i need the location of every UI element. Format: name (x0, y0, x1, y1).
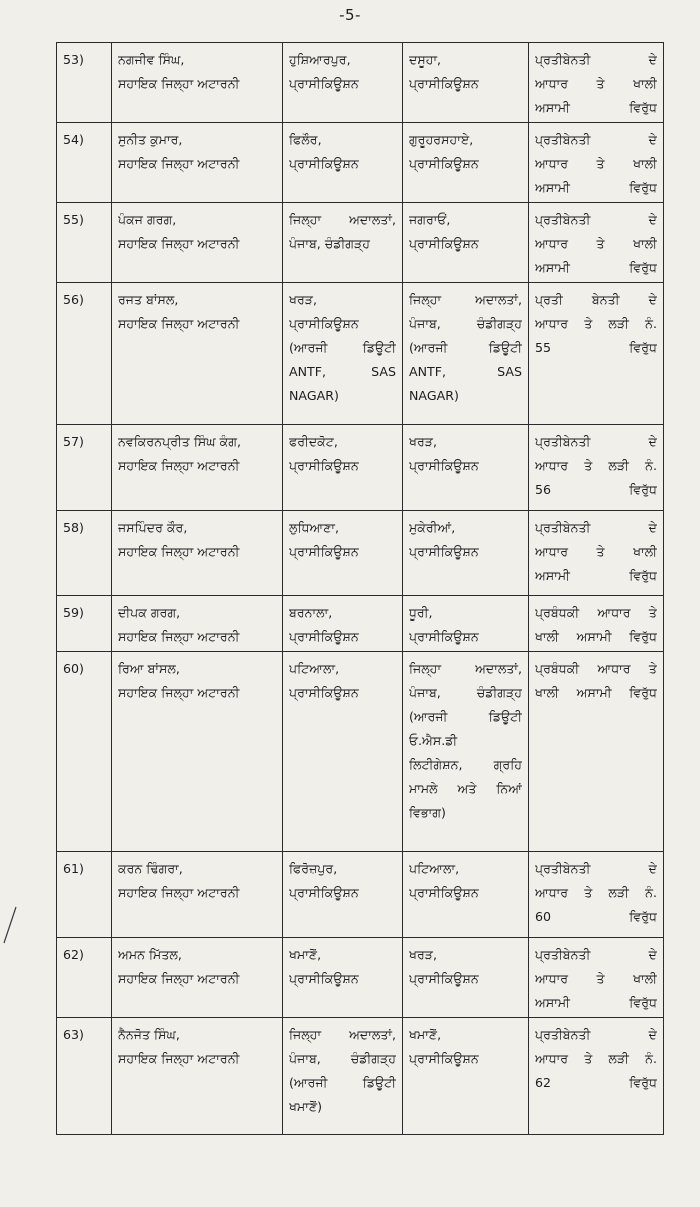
posted-to-cell (403, 203, 529, 283)
posted-to-cell (403, 596, 529, 652)
cell-line: ਪ੍ਰਾਸੀਕਿਊਸ਼ਨ (289, 458, 359, 473)
cell-line: ਖਰੜ, (409, 947, 438, 962)
officer-designation: ਸਹਾਇਕ ਜਿਲ੍ਹਾ ਅਟਾਰਨੀ (118, 316, 240, 331)
table-row (57, 203, 664, 283)
officer-name: ਰਿਆ ਬਾਂਸਲ, (118, 661, 180, 676)
cell-line: 58) (63, 520, 84, 535)
cell-line: ਪ੍ਰਾਸੀਕਿਊਸ਼ਨ (289, 629, 359, 644)
cell-line: ਪ੍ਰਤੀਬੇਨਤੀ ਦੇ (535, 52, 657, 67)
cell-line: NAGAR) (409, 388, 459, 403)
cell-line: ਪ੍ਰਤੀਬੇਨਤੀ ਦੇ (535, 520, 657, 535)
cell-line: ਪ੍ਰਬੰਧਕੀ ਆਧਾਰ ਤੇ (535, 661, 657, 676)
cell-line: ਖਰੜ, (409, 434, 438, 449)
officer-name-cell (112, 938, 283, 1018)
cell-line: ਹੁਸ਼ਿਆਰਪੁਰ, (289, 52, 351, 67)
cell-line: ਪਟਿਆਲਾ, (409, 861, 460, 876)
cell-line: 59) (63, 605, 84, 620)
cell-line: 55 ਵਿਰੁੱਧ (535, 340, 657, 355)
page-number: -5- (339, 6, 361, 24)
cell-line: 62 ਵਿਰੁੱਧ (535, 1075, 657, 1090)
posted-from-cell (283, 203, 403, 283)
cell-line: ਮੁਕੇਰੀਆਂ, (409, 520, 456, 535)
posted-from-cell (283, 596, 403, 652)
posted-from-cell (283, 511, 403, 596)
cell-line: ਮਾਮਲੇ ਅਤੇ ਨਿਆਂ (409, 781, 522, 796)
officer-name: ਜਸਪਿੰਦਰ ਕੌਰ, (118, 520, 188, 535)
cell-line: ਪ੍ਰਾਸੀਕਿਊਸ਼ਨ (289, 316, 359, 331)
reason-cell (529, 938, 664, 1018)
officer-designation: ਸਹਾਇਕ ਜਿਲ੍ਹਾ ਅਟਾਰਨੀ (118, 629, 240, 644)
table-row (57, 123, 664, 203)
officer-designation: ਸਹਾਇਕ ਜਿਲ੍ਹਾ ਅਟਾਰਨੀ (118, 76, 240, 91)
cell-line: ਪ੍ਰਤੀਬੇਨਤੀ ਦੇ (535, 132, 657, 147)
table-row (57, 283, 664, 425)
cell-line: ਪ੍ਰਤੀਬੇਨਤੀ ਦੇ (535, 434, 657, 449)
cell-line: ਜਿਲ੍ਹਾ ਅਦਾਲਤਾਂ, (409, 292, 522, 307)
posted-to-cell (403, 123, 529, 203)
cell-line: ਆਧਾਰ ਤੇ ਲੜੀ ਨੰ. (535, 885, 657, 900)
officer-name-cell (112, 283, 283, 425)
cell-line: NAGAR) (289, 388, 339, 403)
cell-line: (ਆਰਜੀ ਡਿਊਟੀ (409, 340, 522, 355)
table-row (57, 43, 664, 123)
posted-to-cell (403, 43, 529, 123)
reason-cell (529, 1018, 664, 1135)
reason-cell (529, 511, 664, 596)
cell-line: ਆਧਾਰ ਤੇ ਖਾਲੀ (535, 971, 657, 986)
officer-designation: ਸਹਾਇਕ ਜਿਲ੍ਹਾ ਅਟਾਰਨੀ (118, 685, 240, 700)
officer-designation: ਸਹਾਇਕ ਜਿਲ੍ਹਾ ਅਟਾਰਨੀ (118, 458, 240, 473)
officer-name-cell (112, 511, 283, 596)
officer-designation: ਸਹਾਇਕ ਜਿਲ੍ਹਾ ਅਟਾਰਨੀ (118, 156, 240, 171)
serial-number-cell (57, 852, 112, 938)
cell-line: ਧੂਰੀ, (409, 605, 433, 620)
cell-line: ਪ੍ਰਾਸੀਕਿਊਸ਼ਨ (409, 156, 479, 171)
posted-from-cell (283, 938, 403, 1018)
officer-designation: ਸਹਾਇਕ ਜਿਲ੍ਹਾ ਅਟਾਰਨੀ (118, 1051, 240, 1066)
officer-name-cell (112, 596, 283, 652)
officer-designation: ਸਹਾਇਕ ਜਿਲ੍ਹਾ ਅਟਾਰਨੀ (118, 885, 240, 900)
cell-line: ਅਸਾਮੀ ਵਿਰੁੱਧ (535, 260, 657, 275)
officer-name-cell (112, 652, 283, 852)
table-row (57, 425, 664, 511)
serial-number-cell (57, 1018, 112, 1135)
cell-line: ਪ੍ਰਾਸੀਕਿਊਸ਼ਨ (409, 971, 479, 986)
cell-line: ਅਸਾਮੀ ਵਿਰੁੱਧ (535, 995, 657, 1010)
cell-line: (ਆਰਜੀ ਡਿਊਟੀ (289, 1075, 396, 1090)
officer-name: ਦੀਪਕ ਗਰਗ, (118, 605, 181, 620)
table-row (57, 852, 664, 938)
cell-line: ਪ੍ਰਾਸੀਕਿਊਸ਼ਨ (289, 885, 359, 900)
cell-line: ਪ੍ਰਾਸੀਕਿਊਸ਼ਨ (409, 458, 479, 473)
cell-line: ਫਰੀਦਕੋਟ, (289, 434, 338, 449)
cell-line: ਖਰੜ, (289, 292, 318, 307)
cell-line: 63) (63, 1027, 84, 1042)
cell-line: ANTF, SAS (289, 364, 396, 379)
table-row (57, 511, 664, 596)
cell-line: ਪ੍ਰਤੀਬੇਨਤੀ ਦੇ (535, 212, 657, 227)
officer-name: ਅਮਨ ਮਿੱਤਲ, (118, 947, 182, 962)
cell-line: ਪ੍ਰਤੀਬੇਨਤੀ ਦੇ (535, 1027, 657, 1042)
cell-line: 57) (63, 434, 84, 449)
officer-designation: ਸਹਾਇਕ ਜਿਲ੍ਹਾ ਅਟਾਰਨੀ (118, 236, 240, 251)
serial-number-cell (57, 203, 112, 283)
cell-line: ਲੁਧਿਆਣਾ, (289, 520, 340, 535)
serial-number-cell (57, 123, 112, 203)
posted-to-cell (403, 852, 529, 938)
cell-line: ਪ੍ਰਾਸੀਕਿਊਸ਼ਨ (409, 629, 479, 644)
cell-line: ਪ੍ਰਤੀ ਬੇਨਤੀ ਦੇ (535, 292, 657, 307)
cell-line: ਪ੍ਰਾਸੀਕਿਊਸ਼ਨ (289, 156, 359, 171)
transfer-posting-table (56, 42, 664, 1135)
cell-line: ਪੰਜਾਬ, ਚੰਡੀਗੜ੍ਹ (289, 1051, 396, 1066)
posted-from-cell (283, 123, 403, 203)
posted-to-cell (403, 511, 529, 596)
serial-number-cell (57, 596, 112, 652)
table-body (57, 43, 664, 1135)
cell-line: ਬਰਨਾਲਾ, (289, 605, 333, 620)
cell-line: ਪੰਜਾਬ, ਚੰਡੀਗੜ੍ਹ (409, 685, 522, 700)
officer-name: ਨਵਕਿਰਨਪ੍ਰੀਤ ਸਿੰਘ ਕੰਗ, (118, 434, 242, 449)
cell-line: ਜਗਰਾਓਂ, (409, 212, 451, 227)
officer-name: ਪੰਕਜ ਗਰਗ, (118, 212, 177, 227)
cell-line: ਆਧਾਰ ਤੇ ਖਾਲੀ (535, 544, 657, 559)
cell-line: ਆਧਾਰ ਤੇ ਲੜੀ ਨੰ. (535, 316, 657, 331)
posted-from-cell (283, 43, 403, 123)
cell-line: ਪ੍ਰਾਸੀਕਿਊਸ਼ਨ (289, 685, 359, 700)
cell-line: ਖਮਾਣੋਂ, (409, 1027, 442, 1042)
posted-to-cell (403, 1018, 529, 1135)
table-row (57, 938, 664, 1018)
reason-cell (529, 203, 664, 283)
margin-pen-mark (2, 905, 18, 945)
cell-line: ਪ੍ਰਤੀਬੇਨਤੀ ਦੇ (535, 861, 657, 876)
cell-line: ਪ੍ਰਾਸੀਕਿਊਸ਼ਨ (289, 544, 359, 559)
cell-line: ANTF, SAS (409, 364, 522, 379)
cell-line: 55) (63, 212, 84, 227)
officer-name-cell (112, 203, 283, 283)
reason-cell (529, 652, 664, 852)
serial-number-cell (57, 283, 112, 425)
cell-line: ਪੰਜਾਬ, ਚੰਡੀਗੜ੍ਹ (289, 236, 370, 251)
cell-line: ਪ੍ਰਤੀਬੇਨਤੀ ਦੇ (535, 947, 657, 962)
cell-line: ਪਟਿਆਲਾ, (289, 661, 340, 676)
officer-name: ਸੁਨੀਤ ਕੁਮਾਰ, (118, 132, 183, 147)
reason-cell (529, 425, 664, 511)
cell-line: ਦਸੂਹਾ, (409, 52, 442, 67)
cell-line: ਆਧਾਰ ਤੇ ਲੜੀ ਨੰ. (535, 458, 657, 473)
cell-line: ਫਿਰੋਜ਼ਪੁਰ, (289, 861, 338, 876)
cell-line: 62) (63, 947, 84, 962)
serial-number-cell (57, 425, 112, 511)
cell-line: ਓ.ਐਸ.ਡੀ (409, 733, 458, 748)
officer-name-cell (112, 852, 283, 938)
serial-number-cell (57, 938, 112, 1018)
cell-line: ਆਧਾਰ ਤੇ ਲੜੀ ਨੰ. (535, 1051, 657, 1066)
posted-from-cell (283, 652, 403, 852)
cell-line: ਪ੍ਰਾਸੀਕਿਊਸ਼ਨ (409, 236, 479, 251)
officer-name: ਨਗਜੀਵ ਸਿੰਘ, (118, 52, 185, 67)
cell-line: ਜਿਲ੍ਹਾ ਅਦਾਲਤਾਂ, (289, 212, 396, 227)
posted-to-cell (403, 652, 529, 852)
reason-cell (529, 596, 664, 652)
cell-line: ਫਿਲੌਰ, (289, 132, 322, 147)
posted-to-cell (403, 938, 529, 1018)
cell-line: ਪ੍ਰਾਸੀਕਿਊਸ਼ਨ (409, 885, 479, 900)
officer-name-cell (112, 425, 283, 511)
reason-cell (529, 852, 664, 938)
officer-name-cell (112, 43, 283, 123)
cell-line: ਖਾਲੀ ਅਸਾਮੀ ਵਿਰੁੱਧ (535, 685, 657, 700)
posted-from-cell (283, 425, 403, 511)
posted-from-cell (283, 852, 403, 938)
cell-line: ਅਸਾਮੀ ਵਿਰੁੱਧ (535, 100, 657, 115)
cell-line: ਜਿਲ੍ਹਾ ਅਦਾਲਤਾਂ, (409, 661, 522, 676)
posted-to-cell (403, 425, 529, 511)
cell-line: ਖਾਲੀ ਅਸਾਮੀ ਵਿਰੁੱਧ (535, 629, 657, 644)
cell-line: (ਆਰਜੀ ਡਿਊਟੀ (409, 709, 522, 724)
cell-line: ਲਿਟੀਗੇਸ਼ਨ, ਗ੍ਰਹਿ (409, 757, 522, 772)
cell-line: ਪ੍ਰਾਸੀਕਿਊਸ਼ਨ (289, 971, 359, 986)
cell-line: ਪ੍ਰਾਸੀਕਿਊਸ਼ਨ (409, 544, 479, 559)
serial-number-cell (57, 652, 112, 852)
cell-line: 54) (63, 132, 84, 147)
reason-cell (529, 123, 664, 203)
cell-line: ਖਮਾਣੋਂ) (289, 1099, 322, 1114)
table-row (57, 652, 664, 852)
cell-line: (ਆਰਜੀ ਡਿਊਟੀ (289, 340, 396, 355)
officer-name-cell (112, 123, 283, 203)
table-row (57, 596, 664, 652)
cell-line: 60) (63, 661, 84, 676)
cell-line: ਪ੍ਰਾਸੀਕਿਊਸ਼ਨ (409, 76, 479, 91)
cell-line: ਵਿਭਾਗ) (409, 805, 446, 820)
cell-line: 60 ਵਿਰੁੱਧ (535, 909, 657, 924)
posted-from-cell (283, 1018, 403, 1135)
cell-line: 53) (63, 52, 84, 67)
officer-designation: ਸਹਾਇਕ ਜਿਲ੍ਹਾ ਅਟਾਰਨੀ (118, 971, 240, 986)
cell-line: ਆਧਾਰ ਤੇ ਖਾਲੀ (535, 156, 657, 171)
serial-number-cell (57, 43, 112, 123)
posted-from-cell (283, 283, 403, 425)
cell-line: ਆਧਾਰ ਤੇ ਖਾਲੀ (535, 236, 657, 251)
cell-line: ਜਿਲ੍ਹਾ ਅਦਾਲਤਾਂ, (289, 1027, 396, 1042)
officer-designation: ਸਹਾਇਕ ਜਿਲ੍ਹਾ ਅਟਾਰਨੀ (118, 544, 240, 559)
cell-line: ਪ੍ਰਾਸੀਕਿਊਸ਼ਨ (409, 1051, 479, 1066)
cell-line: 56) (63, 292, 84, 307)
cell-line: ਗੁਰੂਹਰਸਹਾਏ, (409, 132, 474, 147)
cell-line: ਅਸਾਮੀ ਵਿਰੁੱਧ (535, 180, 657, 195)
cell-line: 61) (63, 861, 84, 876)
serial-number-cell (57, 511, 112, 596)
cell-line: ਪ੍ਰਬੰਧਕੀ ਆਧਾਰ ਤੇ (535, 605, 657, 620)
reason-cell (529, 43, 664, 123)
cell-line: ਆਧਾਰ ਤੇ ਖਾਲੀ (535, 76, 657, 91)
reason-cell (529, 283, 664, 425)
cell-line: ਪੰਜਾਬ, ਚੰਡੀਗੜ੍ਹ (409, 316, 522, 331)
officer-name-cell (112, 1018, 283, 1135)
table-row (57, 1018, 664, 1135)
officer-name: ਰਜਤ ਬਾਂਸਲ, (118, 292, 179, 307)
officer-name: ਨੈਨਜੋਤ ਸਿੰਘ, (118, 1027, 180, 1042)
cell-line: ਖਮਾਣੋਂ, (289, 947, 322, 962)
cell-line: ਪ੍ਰਾਸੀਕਿਊਸ਼ਨ (289, 76, 359, 91)
officer-name: ਕਰਨ ਢਿੰਗਰਾ, (118, 861, 183, 876)
cell-line: 56 ਵਿਰੁੱਧ (535, 482, 657, 497)
cell-line: ਅਸਾਮੀ ਵਿਰੁੱਧ (535, 568, 657, 583)
posted-to-cell (403, 283, 529, 425)
